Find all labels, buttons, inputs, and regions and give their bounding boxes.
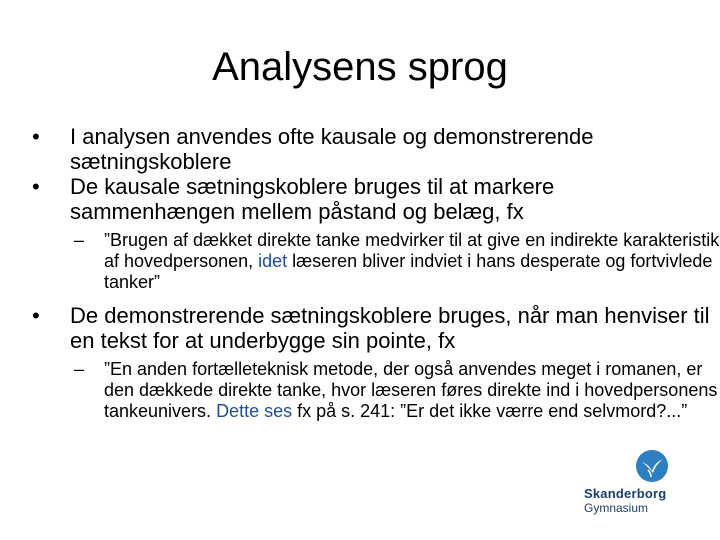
quote-text: ”Brugen af dækket direkte tanke medvirker til at give en indirekte karakteristik af hovedpersonen,: [104, 230, 720, 271]
highlighted-connective: Dette ses: [216, 401, 293, 421]
logo-school-name: Skanderborg: [584, 486, 667, 501]
sub-bullet-item: [0, 230, 720, 293]
bullet-text: I analysen anvendes ofte kausale og demonstrerende sætningskoblere: [70, 124, 594, 174]
dash-mark: –: [74, 359, 85, 379]
quote-text-continued: læseren bliver indviet i hans desperate og fortvivlede tanker”: [104, 251, 713, 292]
slide-title: Analysens sprog: [212, 45, 508, 89]
bullet-text: De kausale sætningskoblere bruges til at markere sammenhængen mellem påstand og belæg, fx: [70, 174, 555, 224]
quote-text: ”En anden fortælleteknisk metode, der også anvendes meget i romanen, er den dækkede direkte tanke, hvor læseren føres direkte ind i hovedpersonens tankeunivers.: [104, 359, 718, 421]
bullet-text: De demonstrerende sætningskoblere bruges, når man henviser til en tekst for at underbygge sin pointe, fx: [70, 303, 710, 353]
logo-school-type: Gymnasium: [584, 501, 649, 515]
highlighted-connective: idet: [258, 251, 288, 271]
bullet-mark: •: [32, 124, 40, 149]
dash-mark: –: [74, 230, 85, 250]
bullet-item: [0, 124, 720, 174]
slide-content: [0, 124, 720, 422]
sub-bullet-item: [0, 359, 720, 422]
bullet-mark: •: [32, 174, 40, 199]
bullet-mark: •: [32, 303, 40, 328]
bullet-item: [0, 303, 720, 353]
swift-bird-icon: [636, 450, 668, 482]
school-logo: [578, 448, 678, 518]
bullet-item: [0, 174, 720, 224]
quote-text-continued: fx på s. 241: ”Er det ikke værre end selvmord?...”: [292, 401, 688, 421]
